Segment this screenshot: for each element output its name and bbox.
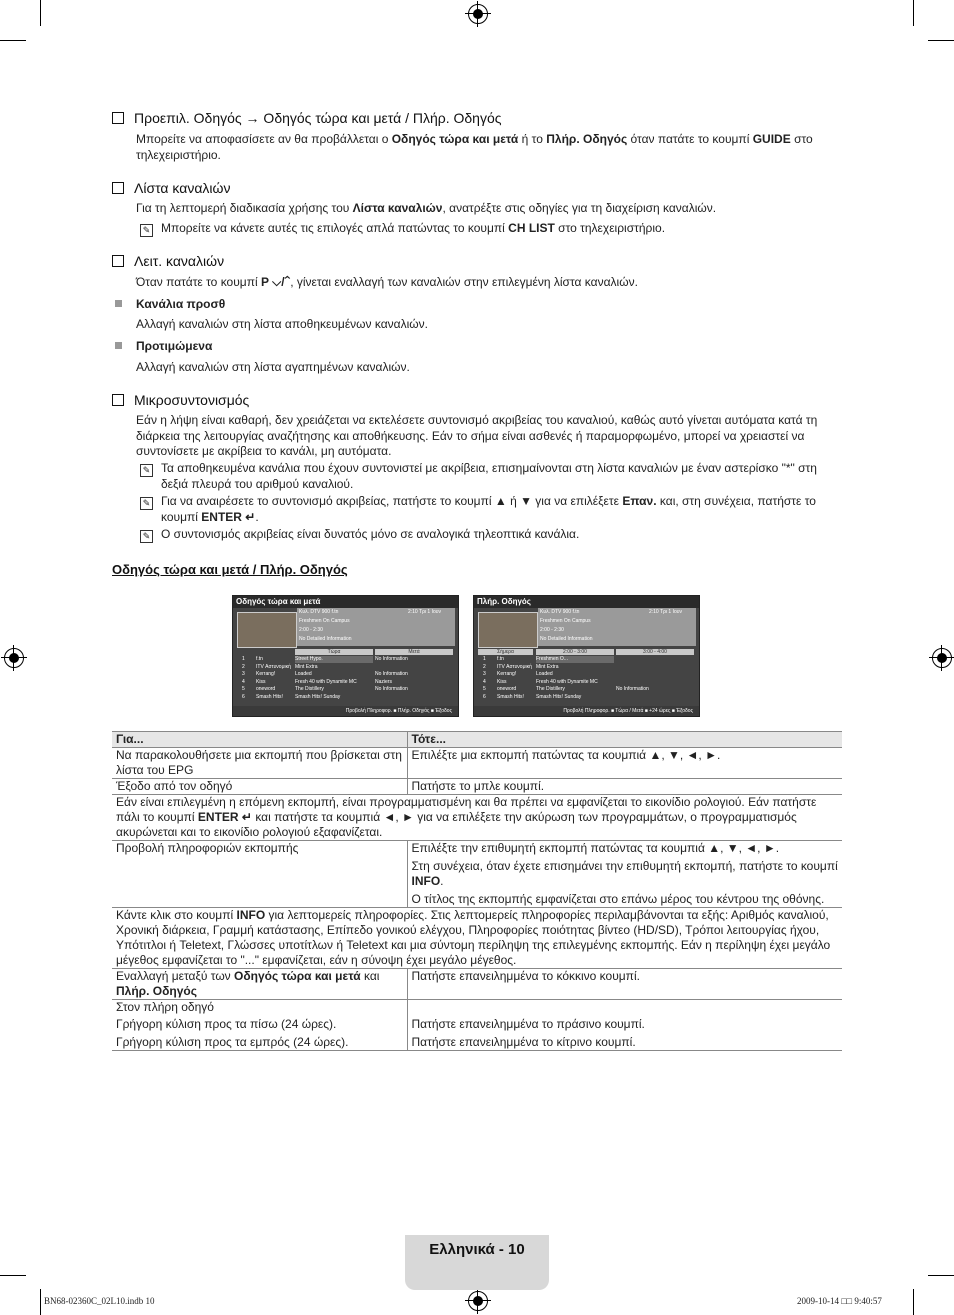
program-now: The Distillery: [536, 686, 565, 693]
program-now: Loaded: [295, 671, 312, 678]
table-cell: Εναλλαγή μεταξύ των Οδηγός τώρα και μετά και Πλήρ. Οδηγός: [112, 969, 407, 1000]
guide-row[interactable]: [477, 694, 696, 701]
registration-mark-icon: [4, 648, 24, 668]
channel-number: 3: [483, 671, 486, 678]
bullet-icon: [115, 300, 122, 307]
program-now: Mint Extra: [295, 663, 318, 670]
note: ✎ Ο συντονισμός ακριβείας είναι δυνατός μόνο σε αναλογικά τηλεοπτικά κανάλια.: [140, 527, 840, 543]
guide-row[interactable]: [477, 656, 696, 663]
program-next: No Information: [375, 671, 408, 678]
page-number-tab: [405, 1235, 549, 1290]
table-header: [112, 732, 842, 748]
table-row: [112, 841, 842, 908]
program-now: Fresh 40 with Dynamite MC: [295, 678, 357, 685]
channel-number: 6: [483, 694, 486, 700]
section-text: Εάν η λήψη είναι καθαρή, δεν χρειάζεται να εκτελέσετε συντονισμό ακριβείας του καναλιού, καθώς αυτό γίνεται αυτόματα κατά τη διάρκεια της λειτουργίας αναζήτησης και αποθήκευσης. Εάν το σήμα είναι ασθενές ή παραμορφωμένο, μπορεί να χρειαστεί να συντονίσετε με ακρίβεια το κανάλι, μη αυτόματα.: [136, 413, 818, 458]
screen-full-guide: [473, 595, 700, 717]
subheading: Κανάλια προσθ: [136, 297, 226, 311]
crop-mark: [928, 40, 954, 41]
channel-name: f.tn: [497, 656, 504, 662]
guide-row[interactable]: [236, 679, 455, 686]
channel-number: 2: [483, 663, 486, 670]
guide-row[interactable]: [236, 664, 455, 671]
screen-footer: Προβολή Πληροφορ. ■ Τώρα / Μετά ■ +24 ώρες ■ Έξοδος: [474, 706, 699, 716]
section-title-channel-list: Λίστα καναλιών: [112, 180, 230, 196]
page-number: Ελληνικά - 10: [429, 1241, 525, 1258]
crop-mark: [0, 40, 26, 41]
column-slot-2: 3:00 - 4:00: [616, 649, 694, 655]
channel-number: 5: [483, 686, 486, 693]
channel-number: 1: [242, 656, 245, 662]
program-thumbnail: [237, 612, 297, 648]
table-cell: Προβολή πληροφοριών εκπομπής: [112, 841, 407, 908]
channel-name: Kerrang!: [497, 671, 517, 678]
channel-name: oneword: [497, 686, 517, 693]
crop-mark: [40, 1289, 41, 1315]
table-cell: Στον πλήρη οδηγό Γρήγορη κύλιση προς τα πίσω (24 ώρες). Γρήγορη κύλιση προς τα εμπρός (24 ώρες).: [112, 1000, 407, 1051]
note-icon: ✎: [140, 224, 153, 237]
note: ✎ Μπορείτε να κάνετε αυτές τις επιλογές απλά πατώντας το κουμπί CH LIST στο τηλεχειριστήριο.: [140, 221, 850, 237]
channel-name: Kiss: [497, 678, 507, 685]
guide-heading: Οδηγός τώρα και μετά / Πλήρ. Οδηγός: [112, 562, 348, 577]
program-next: Naziers: [375, 678, 392, 685]
crop-mark: [913, 1289, 914, 1315]
note-icon: ✎: [140, 530, 153, 543]
table-row: [112, 1000, 842, 1051]
table-row: [112, 969, 842, 1000]
checkbox-icon: [112, 112, 124, 124]
guide-row[interactable]: [477, 671, 696, 678]
program-info: Κυλ. DTV 900 f.tn 2:10 Τρι 1 Ιουν Freshmen On Campus 2:00 - 2:30 No Detailed Information: [538, 608, 696, 646]
column-slot-1: 2:00 - 3:00: [536, 649, 614, 655]
program-info: Κυλ. DTV 900 f.tn 2:10 Τρι 1 Ιουν Freshmen On Campus 2:00 - 2:30 No Detailed Information: [297, 608, 455, 646]
program-next: No Information: [375, 686, 408, 693]
table-row: [112, 779, 842, 795]
channel-number: 6: [242, 694, 245, 700]
channel-name: oneword: [256, 686, 276, 693]
table-header-cell: Τότε...: [407, 732, 842, 748]
program-next: No Information: [375, 656, 408, 662]
print-slug-left: BN68-02360C_02L10.indb 10: [44, 1296, 155, 1306]
channel-number: 1: [483, 656, 486, 662]
table-row: [112, 908, 842, 969]
column-next: Μετά: [375, 649, 453, 655]
note-icon: ✎: [140, 464, 153, 477]
channel-name: Kiss: [256, 678, 266, 685]
guide-row[interactable]: [477, 679, 696, 686]
program-now: Smash Hits! Sunday: [536, 694, 582, 700]
table-cell: Πατήστε επανειλημμένα το κόκκινο κουμπί.: [407, 969, 842, 1000]
crop-mark: [40, 0, 41, 26]
program-next: No Information: [616, 686, 649, 693]
guide-row[interactable]: [477, 686, 696, 693]
table-header-cell: Για...: [112, 732, 407, 748]
program-now: Mint Extra: [536, 663, 559, 670]
program-thumbnail: [478, 612, 538, 648]
guide-row[interactable]: [236, 686, 455, 693]
table-cell: Πατήστε το μπλε κουμπί.: [407, 779, 842, 795]
crop-mark: [913, 0, 914, 26]
program-now: The Distillery: [295, 686, 324, 693]
screen-title: Οδηγός τώρα και μετά: [233, 596, 458, 608]
channel-name: Kerrang!: [256, 671, 276, 678]
subheading-text: Αλλαγή καναλιών στη λίστα αγαπημένων καναλιών.: [136, 360, 410, 374]
guide-row[interactable]: [236, 656, 455, 663]
section-text: Μπορείτε να αποφασίσετε αν θα προβάλλεται ο Οδηγός τώρα και μετά ή το Πλήρ. Οδηγός όταν πατάτε το κουμπί GUIDE στο τηλεχειριστήριο.: [136, 132, 813, 162]
note-icon: ✎: [140, 497, 153, 510]
channel-name: Smash Hits!: [256, 694, 283, 700]
subheading: Προτιμώμενα: [136, 339, 213, 353]
table-cell: Να παρακολουθήσετε μια εκπομπή που βρίσκεται στη λίστα του EPG: [112, 748, 407, 779]
table-cell: Κάντε κλικ στο κουμπί INFO για λεπτομερείς πληροφορίες. Στις λεπτομερείς πληροφορίες περιλαμβάνονται τα εξής: Αριθμός καναλιού, Χρονική διάρκεια, Γραμμή κατάστασης, Επίπεδο γονικού ελέγχου, Πληροφορίες ποιότητας βίντεο (HD/SD), Τρόποι λειτουργίας ήχου, Υπότιτλοι ή Teletext, Γλώσσες υποτίτλων ή Teletext και μια σύντομη περίληψη της επιλεγμένης εκπομπής. Εάν η περίληψη έχει μεγάλο μέγεθος εμφανίζεται το "..." εμφανίζεται, εάν η σύνοψη έχει μεγάλο μέγεθος.: [112, 908, 842, 969]
channel-number: 4: [242, 678, 245, 685]
section-title-fine-tune: Μικροσυντονισμός: [112, 392, 249, 408]
program-now: Smash Hits! Sunday: [295, 694, 341, 700]
subheading-text: Αλλαγή καναλιών στη λίστα αποθηκευμένων καναλιών.: [136, 317, 428, 331]
crop-mark: [928, 1275, 954, 1276]
channel-number: 4: [483, 678, 486, 685]
guide-controls-table: [112, 731, 842, 1051]
checkbox-icon: [112, 182, 124, 194]
channel-name: ITV Αστυνομική: [256, 663, 291, 670]
print-slug-right: 2009-10-14 □□ 9:40:57: [797, 1296, 882, 1306]
crop-mark: [0, 1275, 26, 1276]
table-cell: Έξοδο από τον οδηγό: [116, 779, 233, 793]
channel-number: 2: [242, 663, 245, 670]
channel-number: 3: [242, 671, 245, 678]
table-cell: Επιλέξτε μια εκπομπή πατώντας τα κουμπιά ▲, ▼, ◄, ►.: [407, 748, 842, 779]
registration-mark-icon: [932, 648, 952, 668]
channel-name: f.tn: [256, 656, 263, 662]
registration-mark-icon: [468, 1291, 488, 1311]
section-title-channel-mode: Λειτ. καναλιών: [112, 253, 224, 269]
column-today: Σήμερα: [478, 649, 533, 655]
screen-title: Πλήρ. Οδηγός: [474, 596, 699, 608]
program-now: Freshmen O...: [536, 656, 614, 663]
table-cell: Πατήστε επανειλημμένα το πράσινο κουμπί. Πατήστε επανειλημμένα το κίτρινο κουμπί.: [407, 1000, 842, 1051]
guide-row[interactable]: [477, 664, 696, 671]
bullet-icon: [115, 342, 122, 349]
program-now: Street Hypo.: [295, 656, 373, 663]
registration-mark-icon: [468, 4, 488, 24]
screen-now-next-guide: [232, 595, 459, 717]
table-row: [112, 748, 842, 779]
channel-name: Smash Hits!: [497, 694, 524, 700]
guide-row[interactable]: [236, 671, 455, 678]
table-cell: Εάν είναι επιλεγμένη η επόμενη εκπομπή, είναι προγραμματισμένη και θα πρέπει να εμφανίζεται το εικονίδιο ρολογιού. Εάν πατήστε πάλι το κουμπί ENTER ↵ και πατήστε τα κουμπιά ◄, ► για να επιλέξετε την ακύρωση των προγραμμάτων, ο προγραμματισμός ακυρώνεται και το εικονίδιο ρολογιού εξαφανίζεται.: [112, 795, 842, 841]
channel-name: ITV Αστυνομική: [497, 663, 532, 670]
section-text: Για τη λεπτομερή διαδικασία χρήσης του Λίστα καναλιών, ανατρέξτε στις οδηγίες για τη διαχείριση καναλιών.: [136, 201, 717, 215]
program-now: Loaded: [536, 671, 553, 678]
guide-row[interactable]: [236, 694, 455, 701]
checkbox-icon: [112, 394, 124, 406]
note: ✎ Τα αποθηκευμένα κανάλια που έχουν συντονιστεί με ακρίβεια, επισημαίνονται στη λίστα καναλιών με έναν αστερίσκο "*" στη δεξιά πλευρά του αριθμού καναλιού.: [140, 461, 840, 493]
channel-number: 5: [242, 686, 245, 693]
note: ✎ Για να αναιρέσετε το συντονισμό ακριβείας, πατήστε το κουμπί ▲ ή ▼ για να επιλέξετε Επαν. και, στη συνέχεια, πατήστε το κουμπί ENTER ↵.: [140, 494, 840, 526]
section-title-default-guide: Προεπιλ. Οδηγός → Οδηγός τώρα και μετά / Πλήρ. Οδηγός: [112, 110, 502, 126]
section-text: Όταν πατάτε το κουμπί P ⌵/⌃, γίνεται εναλλαγή των καναλιών στην επιλεγμένη λίστα καναλιών.: [136, 275, 638, 289]
table-cell: Επιλέξτε την επιθυμητή εκπομπή πατώντας τα κουμπιά ▲, ▼, ◄, ►. Στη συνέχεια, όταν έχετε επισημάνει την επιθυμητή εκπομπή, πατήστε το κουμπί INFO. Ο τίτλος της εκπομπής εμφανίζεται στο επάνω μέρος του κέντρου της οθόνης.: [407, 841, 842, 908]
checkbox-icon: [112, 255, 124, 267]
program-now: Fresh 40 with Dynamite MC: [536, 678, 598, 685]
table-row: [112, 795, 842, 841]
screen-footer: Προβολή Πληροφορ. ■ Πλήρ. Οδηγός ■ Έξοδος: [233, 706, 458, 716]
column-now: Τώρα: [295, 649, 373, 655]
